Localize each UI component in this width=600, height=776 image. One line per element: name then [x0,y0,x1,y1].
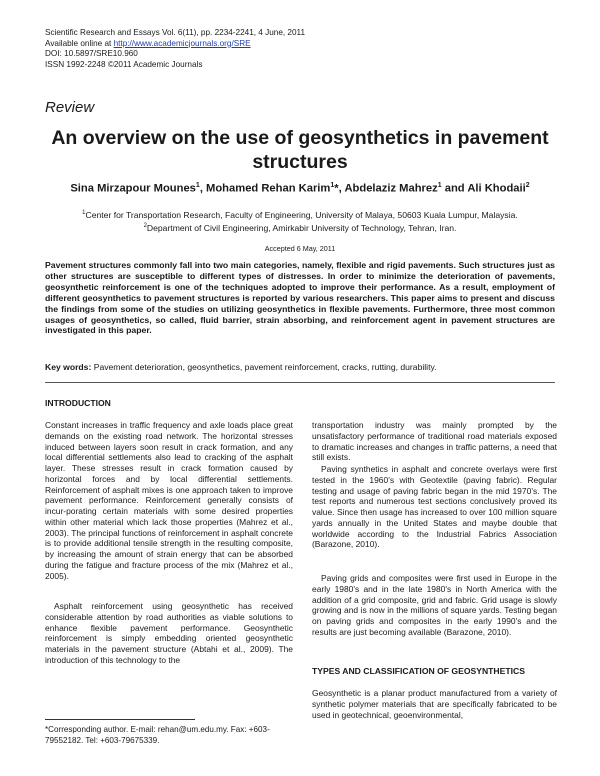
footnote-divider [45,719,195,720]
affiliation-text: Department of Civil Engineering, Amirkabir University of Technology, Tehran, Iran. [146,223,457,234]
journal-citation: Scientific Research and Essays Vol. 6(11), pp. 2234-2241, 4 June, 2011 [45,28,306,37]
author-separator: and [441,182,468,195]
affiliation-2 [20,221,580,234]
affiliation-1 [20,208,580,221]
affiliations [20,208,580,235]
title-line-1: An overview on the use of geosynthetics in pavement [51,127,549,149]
author-separator: , [338,182,345,195]
author-name: Mohamed Rehan Karim [206,182,331,195]
availability-prefix: Available online at [45,38,114,48]
affiliation-sup: 2 [143,223,147,230]
intro-paragraph-1: Constant increases in traffic frequency and axle loads place great demands on the existing road network. The horizontal stresses induced between layers soon result in crack formation, and any local differential settlements also lead to cracking of the asphalt layer. These stresses result in crack formation caused by horizontal forces and by local differential settlements. Reinforcement of asphalt mixes is one approach taken to improve pavement performance. Reinforcement generally consists of incur-porating certain materials with some desired properties within other material which lack those properties (Mahrez et al., 2003). The principal functions of reinforcement in asphalt concrete is to provide additional tensile strength in the resulting composite, by increasing the amount of strain energy that can be absorbed during the fatigue and fracture process of the mix (Mahrez et al., 2005). [45,420,293,581]
author-name: Ali Khodaii [467,182,526,195]
intro-paragraph-5: Paving grids and composites were first used in Europe in the early 1980's and in the late 1980's in North America with the addition of a grid composite, grid and fabric. Grid usage is slowly growing and is now in the millions of square yards. Testing began on paving grids and composites in the early 1990's and the results are just becoming available (Barazone, 2010). [312,573,557,637]
author-list [20,182,580,195]
accepted-date: Accepted 6 May, 2011 [264,244,336,253]
availability-line [45,39,305,50]
intro-paragraph-3: transportation industry was mainly prompted by the unsatisfactory performance of traditional road materials exposed to dramatic increases and changes in traffic patterns, a need that still exists. [312,420,557,463]
abstract: Pavement structures commonly fall into two main categories, namely, flexible and rigid pavements. Such structures just as other structures are susceptible to different types of distresses. In order to minimize the deterioration of pavements, geosynthetic reinforcement is one of the techniques adopted to improve their performance. As a result, employment of different geosynthetics to pavement structures is reported by various researchers. This paper aims to present and discuss the findings from some of the studies on utilizing geosynthetics in flexible pavements. Furthermore, three most common usages of geosynthetics, so called, fluid barrier, strain absorbing, and reinforcement agent in pavement structures are investigated in this paper. [45,260,555,336]
journal-header [45,28,305,70]
keywords-text: Pavement deterioration, geosynthetics, pavement reinforcement, cracks, rutting, durability. [91,362,437,372]
author-name: Abdelaziz Mahrez [344,182,438,195]
section-divider [45,382,555,383]
author-affil-sup: 1 [330,182,335,189]
issn: ISSN 1992-2248 ©2011 Academic Journals [45,59,203,69]
author-affil-sup: 1 [437,182,442,189]
keywords [45,362,555,373]
section-heading-types: TYPES AND CLASSIFICATION OF GEOSYNTHETICS [312,666,525,676]
author-affil-sup: 2 [525,182,530,189]
affiliation-sup: 1 [82,210,86,216]
title-line-2: structures [252,151,348,173]
affiliation-text: Center for Transportation Research, Faculty of Engineering, University of Malaya, 50603 Kuala Lumpur, Malaysia. [85,209,518,220]
paper-title [30,126,570,174]
intro-paragraph-4: Paving synthetics in asphalt and concrete overlays were first tested in the 1960’s with Geotextile (paving fabric). Regular testing and usage of paving fabric began in the mid 1970’s. The test reports and numerous test sections conclusively proved its value. Since then usage has increased to over 100 million square yards annually in the United States and maybe double that worldwide according to the Industrial Fabrics Association (Barazone, 2010). [312,464,557,550]
corresponding-author-footnote: *Corresponding author. E-mail: rehan@um.edu.my. Fax: +603-79552182. Tel: +603-79675339. [45,725,270,745]
author-name: Sina Mirzapour Mounes [70,182,196,195]
author-separator: , [199,182,207,195]
section-heading-introduction: INTRODUCTION [45,398,111,408]
doi: DOI: 10.5897/SRE10.960 [45,49,138,59]
article-type: Review [45,99,95,116]
types-paragraph-1: Geosynthetic is a planar product manufactured from a variety of synthetic polymer materials that are specifically fabricated to be used in geotechnical, geoenvironmental, [312,688,557,720]
journal-url-link[interactable]: http://www.academicjournals.org/SRE [113,38,251,48]
corresponding-mark: * [334,182,339,195]
keywords-label: Key words: [45,362,92,372]
intro-paragraph-2: Asphalt reinforcement using geosynthetic has received considerable attention by road authorities as viable solutions to enhance flexible pavement performance. Geosynthetic reinforcement is simply embedding oriented geosynthetic materials in the pavement structure (Abtahi et al., 2009). The introduction of this technology to the [45,601,293,665]
author-affil-sup: 1 [195,182,200,189]
